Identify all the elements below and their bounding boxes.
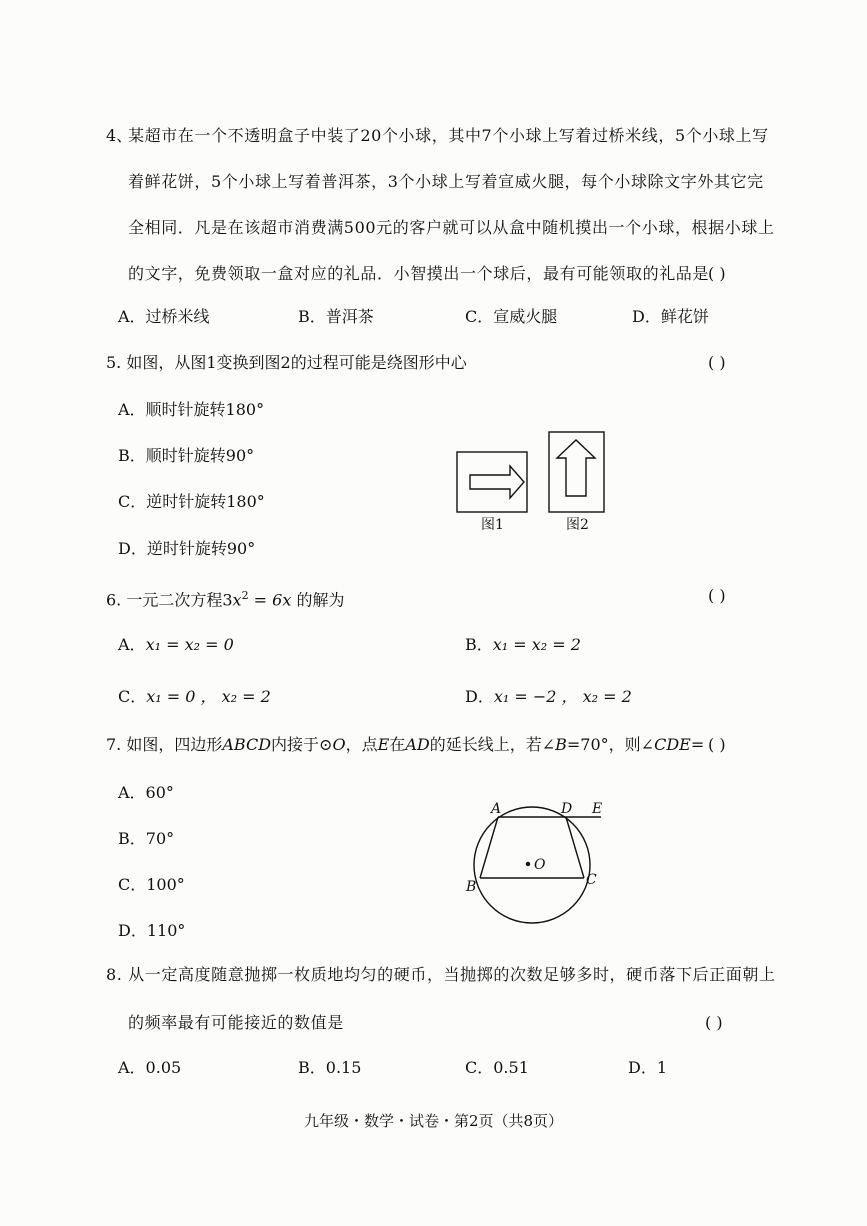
page-footer: 九年级・数学・试卷・第2页（共8页） bbox=[303, 1112, 564, 1130]
q7-option-d[interactable]: D．110° bbox=[118, 921, 186, 940]
q6-eq-rhs: = 6x bbox=[253, 590, 292, 610]
q7-abcd: ABCD bbox=[222, 735, 272, 754]
circle-o bbox=[474, 807, 590, 923]
q4-option-d[interactable]: D．鲜花饼 bbox=[632, 307, 709, 326]
q4-number: 4、 bbox=[106, 126, 133, 145]
q6-eq-coef: 3 bbox=[222, 590, 233, 610]
q4-answer-paren[interactable]: ( ) bbox=[708, 264, 726, 283]
q5-answer-paren[interactable]: ( ) bbox=[708, 353, 726, 372]
q6-option-d-text: x₁ = −2 ， x₂ = 2 bbox=[493, 687, 632, 706]
q6-eq-exp: 2 bbox=[241, 589, 249, 602]
q8-option-a[interactable]: A．0.05 bbox=[118, 1058, 182, 1077]
q6-option-b-text: x₁ = x₂ = 2 bbox=[492, 635, 581, 654]
q5-stem: 5. 如图，从图1变换到图2的过程可能是绕图形中心 bbox=[106, 353, 467, 372]
q7-ad: AD bbox=[405, 735, 430, 754]
q7-o: O bbox=[332, 735, 346, 754]
q7-text-a: 7. 如图，四边形 bbox=[106, 735, 223, 754]
fig2-frame bbox=[549, 432, 604, 512]
q8-option-b[interactable]: B．0.15 bbox=[298, 1058, 362, 1077]
label-e: E bbox=[592, 801, 603, 817]
q7-e: E bbox=[377, 735, 390, 754]
q7-option-b[interactable]: B．70° bbox=[118, 829, 175, 848]
q6-option-d[interactable] bbox=[465, 686, 632, 708]
q7-text-c: ，点 bbox=[345, 735, 378, 754]
q4-line-2: 着鲜花饼，5个小球上写着普洱茶，3个小球上写着宣威火腿，每个小球除文字外其它完 bbox=[128, 172, 764, 191]
q6-answer-paren[interactable]: ( ) bbox=[708, 586, 726, 605]
q7-stem bbox=[106, 734, 704, 756]
q5-option-b[interactable]: B．顺时针旋转90° bbox=[118, 446, 255, 465]
label-o: O bbox=[534, 857, 546, 873]
q4-option-b[interactable]: B．普洱茶 bbox=[298, 307, 374, 326]
fig1-caption: 图1 bbox=[481, 517, 504, 533]
q7-option-a[interactable]: A．60° bbox=[118, 783, 174, 802]
fig2-caption: 图2 bbox=[566, 517, 589, 533]
q6-option-b-label: B． bbox=[465, 635, 493, 654]
q6-prefix: 6. 一元二次方程 bbox=[106, 590, 223, 610]
q8-option-c[interactable]: C．0.51 bbox=[465, 1058, 529, 1077]
q6-option-c-label: C． bbox=[118, 687, 147, 706]
q8-answer-paren[interactable]: ( ) bbox=[705, 1013, 723, 1032]
label-d: D bbox=[561, 801, 573, 817]
center-dot bbox=[526, 862, 530, 866]
q7-text-g: = bbox=[690, 735, 705, 754]
q8-line-2: 的频率最有可能接近的数值是 bbox=[128, 1013, 344, 1032]
q6-option-a-text: x₁ = x₂ = 0 bbox=[145, 635, 234, 654]
label-b: B bbox=[466, 879, 477, 895]
q6-option-a[interactable] bbox=[118, 634, 234, 656]
q6-suffix: 的解为 bbox=[296, 590, 345, 610]
q5-option-c[interactable]: C．逆时针旋转180° bbox=[118, 492, 265, 511]
q6-stem bbox=[106, 585, 344, 611]
q4-line-4: 的文字，免费领取一盒对应的礼品．小智摸出一个球后，最有可能领取的礼品是 bbox=[128, 264, 710, 283]
q4-line-1: 某超市在一个不透明盒子中装了20个小球，其中7个小球上写着过桥米线，5个小球上写 bbox=[128, 126, 769, 145]
q6-option-a-label: A． bbox=[118, 635, 146, 654]
q7-answer-paren[interactable]: ( ) bbox=[708, 735, 726, 754]
q6-option-d-label: D． bbox=[465, 687, 494, 706]
label-a: A bbox=[491, 801, 502, 817]
q4-option-c[interactable]: C．宣威火腿 bbox=[465, 307, 558, 326]
q7-text-f: =70°，则∠ bbox=[566, 735, 655, 754]
q4-line-3: 全相同．凡是在该超市消费满500元的客户就可以从盒中随机摸出一个小球，根据小球上 bbox=[128, 218, 775, 237]
fig1-right-arrow-icon bbox=[470, 466, 524, 498]
q4-option-a[interactable]: A．过桥米线 bbox=[118, 307, 210, 326]
q6-option-c[interactable] bbox=[118, 686, 271, 708]
q7-b: B bbox=[555, 735, 567, 754]
fig2-up-arrow-icon bbox=[557, 440, 595, 496]
fig1-frame bbox=[457, 452, 527, 512]
q6-option-c-text: x₁ = 0 ， x₂ = 2 bbox=[146, 687, 271, 706]
q6-option-b[interactable] bbox=[465, 634, 581, 656]
q7-text-d: 在 bbox=[389, 735, 406, 754]
q7-text-e: 的延长线上，若∠ bbox=[429, 735, 556, 754]
q8-line-1: 8. 从一定高度随意抛掷一枚质地均匀的硬币，当抛掷的次数足够多时，硬币落下后正面朝上 bbox=[106, 965, 776, 984]
q7-option-c[interactable]: C．100° bbox=[118, 875, 185, 894]
q7-text-b: 内接于⊙ bbox=[271, 735, 333, 754]
q5-figure bbox=[450, 428, 620, 536]
label-c: C bbox=[586, 872, 597, 888]
q5-option-d[interactable]: D．逆时针旋转90° bbox=[118, 539, 256, 558]
q7-cde: CDE bbox=[654, 735, 691, 754]
q8-option-d[interactable]: D．1 bbox=[628, 1058, 668, 1077]
q5-option-a[interactable]: A．顺时针旋转180° bbox=[118, 400, 265, 419]
q6-eq-var: x bbox=[232, 590, 242, 610]
